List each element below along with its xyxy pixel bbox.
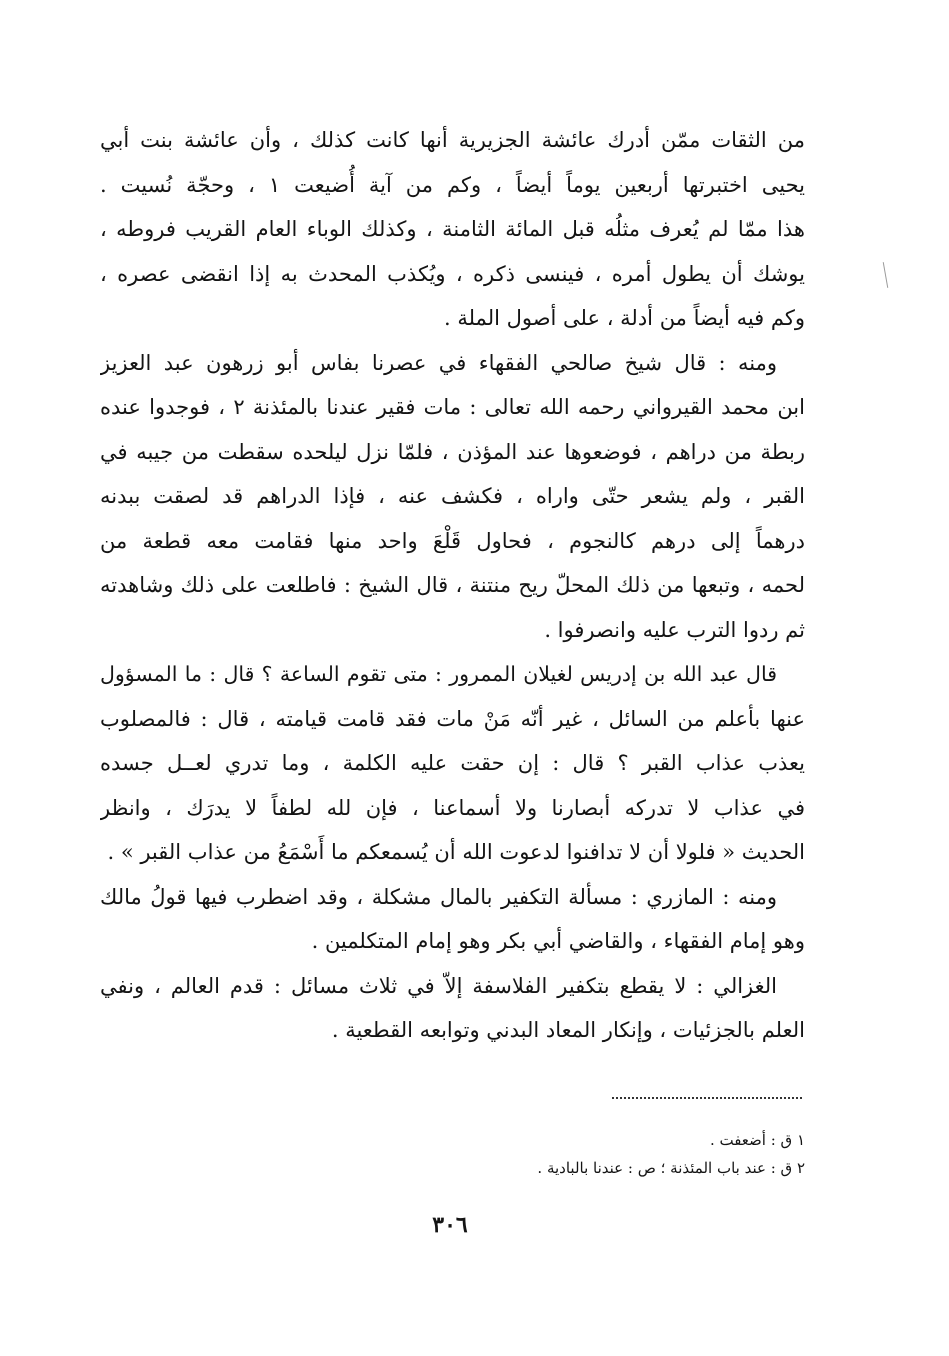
text-line: في عذاب لا تدركه أبصارنا ولا أسماعنا ، فإن لله لطفاً لا يدرَك ، وانظر bbox=[100, 795, 805, 820]
main-text bbox=[100, 118, 805, 1053]
text-line: قال عبد الله بن إدريس لغيلان الممرور : متى تقوم الساعة ؟ قال : ما المسؤول bbox=[100, 662, 777, 686]
text-line: العلم بالجزئيات ، وإنكار المعاد البدني وتوابعه القطعية . bbox=[331, 1018, 805, 1042]
footnote: ١ ق : أضعفت . bbox=[709, 1131, 805, 1149]
text-line: يعذب عذاب القبر ؟ قال : إن حقت عليه الكلمة ، وما تدري لعــل جسده bbox=[100, 751, 805, 775]
text-line: ابن محمد القيرواني رحمه الله تعالى : مات فقير عندنا بالمئذنة ٢ ، فوجدوا عنده bbox=[100, 395, 805, 419]
text-line: وهو إمام الفقهاء ، والقاضي أبي بكر وهو إمام المتكلمين . bbox=[311, 929, 805, 953]
text-line: من الثقات ممّن أدرك عائشة الجزيرية أنها كانت كذلك ، وأن عائشة بنت أبي bbox=[100, 128, 805, 152]
text-line: ومنه : قال شيخ صالحي الفقهاء في عصرنا بفاس أبو زرهون عبد العزيز bbox=[100, 350, 777, 375]
page-number: ٣٠٦ bbox=[432, 1212, 468, 1238]
text-line: درهماً إلى درهم كالنجوم ، فحاول قَلْعَ واحد منها فقامت معه قطعة من bbox=[100, 528, 805, 553]
text-line: لحمه ، وتبعها من ذلك المحلّ ريح منتنة ، قال الشيخ : فاطلعت على ذلك وشاهدته bbox=[100, 573, 805, 597]
footnotes bbox=[300, 1126, 805, 1182]
footnote-separator bbox=[612, 1097, 802, 1099]
text-line: ثم ردوا الترب عليه وانصرفوا . bbox=[544, 617, 805, 642]
margin-speck bbox=[883, 262, 888, 288]
text-line: ربطة من دراهم ، فوضعوها عند المؤذن ، فلمّا نزل ليلحده سقطت من جيبه في bbox=[100, 439, 805, 464]
text-line: عنها بأعلم من السائل ، غير أنّه مَنْ مات فقد قامت قيامته ، قال : فالمصلوب bbox=[100, 706, 805, 731]
text-line: يوشك أن يطول أمره ، فينسى ذكره ، ويُكذب المحدث به إذا انقضى عصره ، bbox=[100, 261, 805, 286]
text-line: يحيى اختبرتها أربعين يوماً أيضاً ، وكم من آية أُضيعت ١ ، وحجّة نُسيت . bbox=[100, 172, 805, 197]
text-line: الحديث « فلولا أن لا تدافنوا لدعوت الله أن يُسمعكم ما أَسْمَعُ من عذاب القبر » . bbox=[107, 840, 805, 864]
text-line: وكم فيه أيضاً من أدلة ، على أصول الملة . bbox=[444, 306, 805, 330]
footnote: ٢ ق : عند باب المئذنة ؛ ص : عندنا بالبادية . bbox=[537, 1159, 805, 1177]
text-line: ومنه : المازري : مسألة التكفير بالمال مشكلة ، وقد اضطرب فيها قولُ مالك bbox=[100, 884, 777, 909]
text-line: القبر ، ولم يشعر حتّى واراه ، فكشف عنه ، فإذا الدراهم قد لصقت ببدنه bbox=[100, 484, 805, 508]
text-line: الغزالي : لا يقطع بتكفير الفلاسفة إلاّ في ثلاث مسائل : قدم العالم ، ونفي bbox=[100, 973, 777, 998]
text-line: هذا ممّا لم يُعرف مثلُه قبل المائة الثامنة ، وكذلك الوباء العام القريب فروطه ، bbox=[100, 217, 805, 241]
